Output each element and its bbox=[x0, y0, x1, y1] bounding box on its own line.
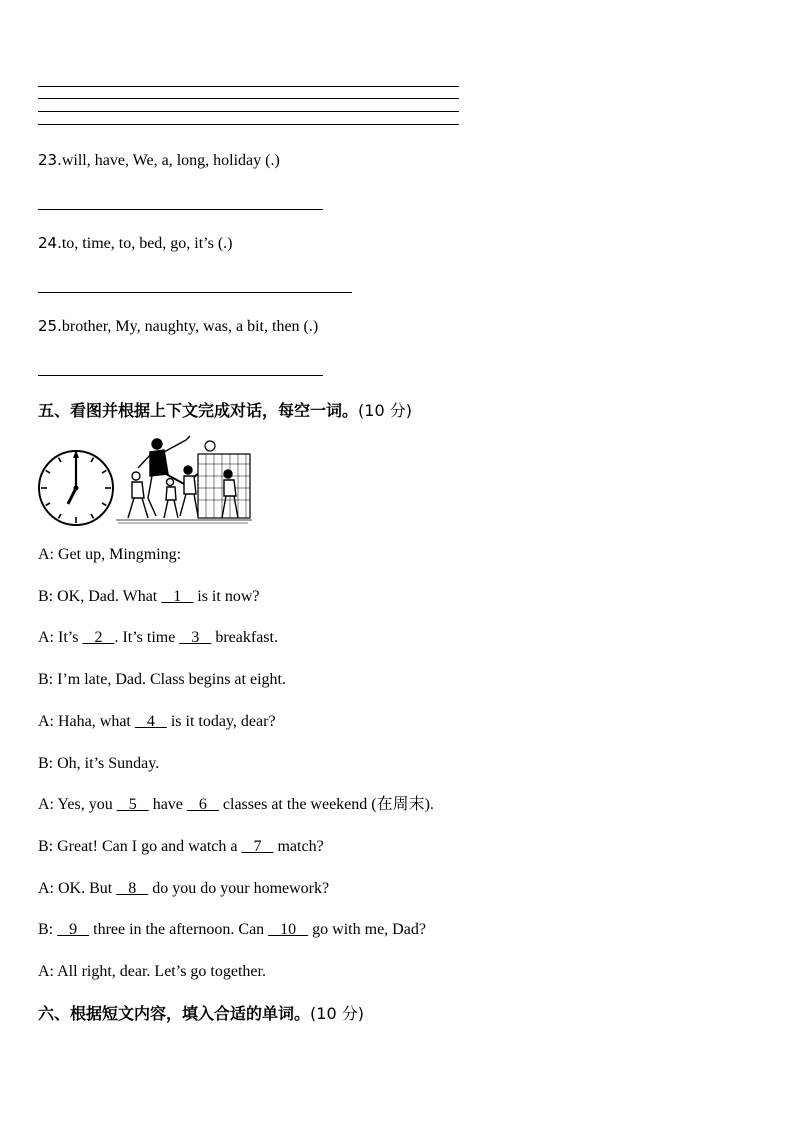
answer-blank[interactable]: 4 bbox=[134, 712, 167, 730]
dialogue-text: do you do your homework? bbox=[148, 879, 330, 897]
answer-blank[interactable]: 5 bbox=[116, 796, 149, 814]
dialogue-text: A: It’s bbox=[38, 629, 83, 647]
dialogue-text: breakfast. bbox=[211, 629, 278, 647]
dialogue-text: A: All right, dear. Let’s go together. bbox=[38, 963, 266, 980]
football-players-icon bbox=[116, 436, 252, 523]
question-25 bbox=[38, 316, 318, 337]
dialogue-text: is it now? bbox=[193, 587, 260, 605]
dialogue-line bbox=[38, 879, 329, 899]
question-text: brother, My, naughty, was, a bit, then (.) bbox=[61, 318, 319, 335]
dialogue-text: have bbox=[148, 796, 187, 814]
dialogue-line bbox=[38, 920, 426, 940]
answer-blank[interactable]: 8 bbox=[116, 879, 149, 897]
dialogue-text: A: OK. But bbox=[38, 879, 117, 897]
question-text: to, time, to, bed, go, it’s (.) bbox=[61, 235, 233, 252]
dialogue-text: . It’s time bbox=[114, 629, 180, 647]
section-score: (10 分) bbox=[310, 1004, 364, 1023]
dialogue-text: B: Oh, it’s Sunday. bbox=[38, 754, 160, 772]
section-5-heading bbox=[38, 398, 412, 421]
dialogue-text: A: Get up, Mingming: bbox=[38, 546, 182, 563]
dialogue-line bbox=[38, 795, 434, 815]
section-6-heading bbox=[38, 1001, 364, 1024]
answer-line bbox=[38, 209, 323, 210]
dialogue-text: is it today, dear? bbox=[166, 712, 276, 730]
answer-blank[interactable]: 6 bbox=[186, 796, 219, 814]
dialogue-line bbox=[38, 754, 159, 774]
question-number: 24. bbox=[38, 234, 62, 252]
answer-blank[interactable]: 9 bbox=[57, 921, 90, 939]
dialogue-text: classes at the weekend (在周末). bbox=[218, 796, 434, 814]
dialogue-text: B: Great! Can I go and watch a bbox=[38, 837, 242, 855]
dialogue-text: match? bbox=[273, 837, 324, 855]
dialogue-line bbox=[38, 587, 259, 607]
answer-line bbox=[38, 124, 459, 125]
answer-line bbox=[38, 292, 352, 293]
question-number: 23. bbox=[38, 151, 62, 169]
section-score: (10 分) bbox=[358, 401, 412, 420]
answer-line bbox=[38, 98, 459, 99]
dialogue-text: B: bbox=[38, 921, 58, 939]
answer-line bbox=[38, 86, 459, 87]
dialogue-line bbox=[38, 837, 324, 857]
answer-blank[interactable]: 2 bbox=[82, 629, 115, 647]
answer-blank[interactable]: 7 bbox=[241, 837, 274, 855]
dialogue-line bbox=[38, 628, 278, 648]
question-text: will, have, We, a, long, holiday (.) bbox=[61, 152, 280, 169]
section-title: 六、根据短文内容，填入合适的单词。 bbox=[38, 1004, 311, 1023]
dialogue-text: B: OK, Dad. What bbox=[38, 587, 162, 605]
clock-icon bbox=[39, 450, 113, 525]
answer-line bbox=[38, 111, 459, 112]
answer-line bbox=[38, 375, 323, 376]
dialogue-text: three in the afternoon. Can bbox=[89, 921, 269, 939]
clock-and-football-illustration bbox=[38, 432, 254, 528]
question-23 bbox=[38, 150, 280, 171]
section-title: 五、看图并根据上下文完成对话，每空一词。 bbox=[38, 401, 359, 420]
dialogue-text: go with me, Dad? bbox=[308, 921, 426, 939]
dialogue-line bbox=[38, 712, 276, 732]
dialogue-text: A: Haha, what bbox=[38, 712, 135, 730]
answer-blank[interactable]: 1 bbox=[161, 587, 194, 605]
dialogue-text: B: I’m late, Dad. Class begins at eight. bbox=[38, 671, 286, 689]
answer-blank[interactable]: 10 bbox=[268, 921, 309, 939]
dialogue-line bbox=[38, 670, 286, 690]
answer-blank[interactable]: 3 bbox=[179, 629, 212, 647]
question-24 bbox=[38, 233, 233, 254]
question-number: 25. bbox=[38, 317, 62, 335]
dialogue-line bbox=[38, 962, 266, 982]
dialogue-line bbox=[38, 545, 181, 565]
dialogue-text: A: Yes, you bbox=[38, 796, 117, 814]
